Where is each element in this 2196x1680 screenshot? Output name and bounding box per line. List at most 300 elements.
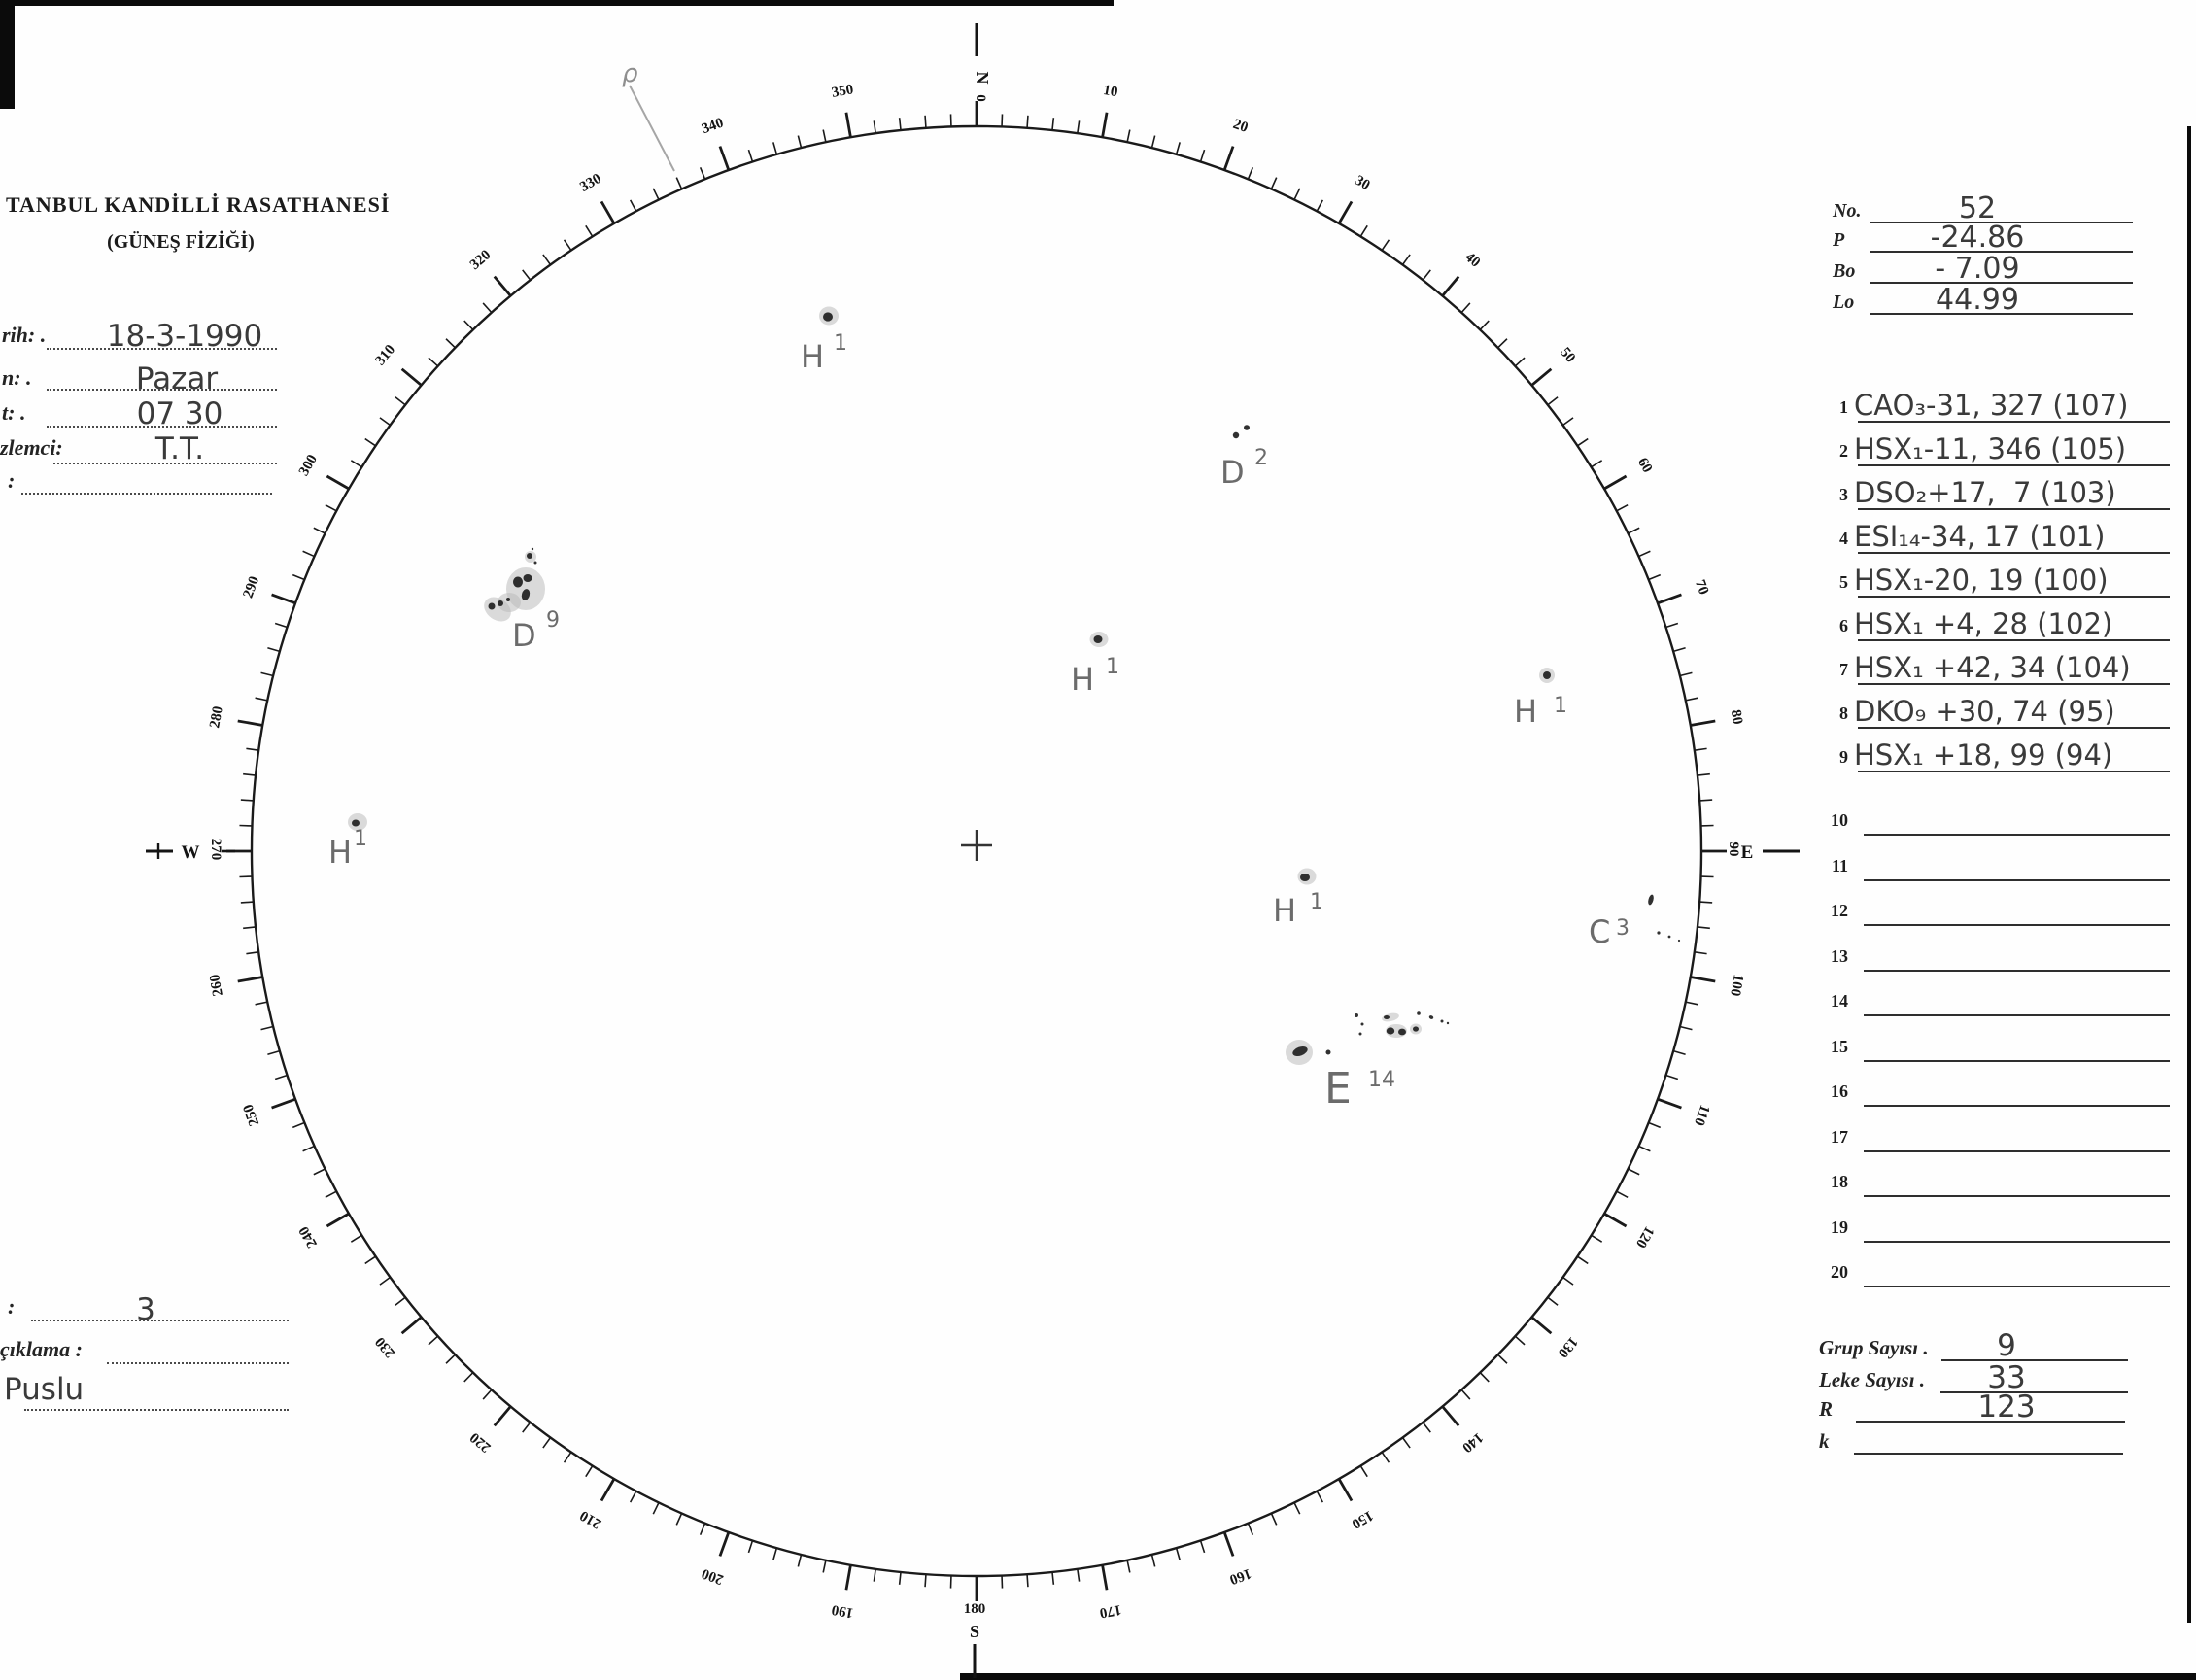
group-label-number: 1	[834, 331, 847, 356]
minor-tick	[246, 952, 258, 954]
major-tick	[1531, 1318, 1551, 1334]
minor-tick	[565, 240, 571, 251]
list-row-number: 20	[1831, 1262, 1848, 1282]
minor-tick	[773, 142, 777, 154]
minor-tick	[1680, 1026, 1693, 1029]
degree-label: 320	[466, 247, 495, 274]
group-label-letter: E	[1324, 1064, 1352, 1114]
sunspot-umbra	[1657, 931, 1660, 934]
degree-label: 260	[207, 973, 226, 998]
minor-tick	[292, 1122, 304, 1127]
list-row-number: 9	[1839, 747, 1848, 767]
minor-tick	[1360, 1466, 1367, 1477]
list-row-number: 4	[1839, 529, 1848, 548]
minor-tick	[261, 1026, 274, 1029]
minor-tick	[798, 136, 801, 149]
group-label-letter: D	[1220, 454, 1245, 491]
minor-tick	[380, 1277, 391, 1285]
major-tick	[601, 1479, 614, 1501]
minor-tick	[275, 1076, 287, 1080]
minor-tick	[1639, 551, 1651, 556]
field-value: T.T.	[154, 431, 205, 466]
degree-label: 300	[295, 452, 321, 479]
cardinal-letter-n: N	[973, 71, 992, 85]
minor-tick	[1665, 623, 1677, 627]
minor-tick	[1698, 927, 1710, 928]
sunspot-group-H1-southeast	[1273, 869, 1323, 930]
list-row-entry: DSO₂+17, 7 (103)	[1854, 476, 2116, 509]
minor-tick	[1498, 1354, 1507, 1363]
pencil-line	[630, 86, 674, 171]
cardinal-degree-w: 270	[208, 838, 223, 861]
minor-tick	[1665, 1076, 1677, 1080]
minor-tick	[1515, 1336, 1525, 1345]
sunspot-umbra	[1647, 894, 1655, 906]
minor-tick	[351, 461, 361, 467]
minor-tick	[1695, 952, 1707, 954]
degree-label: 170	[1098, 1601, 1123, 1621]
sunspot-umbra	[527, 553, 532, 559]
field-value: 3	[136, 1292, 155, 1327]
major-tick	[1691, 977, 1716, 982]
list-row-number: 12	[1831, 901, 1848, 920]
major-tick	[1443, 277, 1459, 296]
minor-tick	[1563, 1277, 1574, 1285]
ephemeris-label: Lo	[1833, 291, 1855, 313]
field-label: çıklama :	[0, 1337, 83, 1361]
pencil-rho-label: ρ	[622, 59, 638, 88]
minor-tick	[1177, 1548, 1181, 1560]
group-label-number: 1	[1310, 890, 1323, 914]
ephemeris-label: No.	[1833, 200, 1862, 222]
major-tick	[326, 1214, 349, 1226]
group-label-number: 1	[1554, 694, 1567, 718]
minor-tick	[653, 189, 659, 200]
minor-tick	[1027, 1574, 1028, 1587]
major-tick	[495, 1406, 511, 1425]
list-row-number: 10	[1831, 810, 1848, 830]
minor-tick	[243, 927, 256, 928]
minor-tick	[303, 1146, 315, 1150]
minor-tick	[631, 200, 636, 211]
minor-tick	[676, 178, 681, 189]
major-tick	[1658, 1099, 1681, 1108]
minor-tick	[1686, 1002, 1698, 1005]
minor-tick	[365, 439, 376, 446]
sunspot-umbra	[1361, 1023, 1364, 1026]
field-value: Puslu	[4, 1372, 85, 1407]
list-row-entry: ESI₁₄-34, 17 (101)	[1854, 520, 2106, 553]
list-row-number: 19	[1831, 1217, 1848, 1237]
minor-tick	[701, 167, 705, 179]
sunspot-umbra	[532, 548, 533, 550]
minor-tick	[1548, 397, 1558, 405]
degree-label: 40	[1461, 249, 1484, 271]
minor-tick	[1201, 1540, 1205, 1552]
minor-tick	[446, 339, 455, 348]
minor-tick	[246, 748, 258, 750]
group-label-number: 1	[1106, 655, 1119, 679]
minor-tick	[1498, 339, 1507, 348]
sunspot-group-H1-west	[328, 813, 367, 871]
minor-tick	[326, 505, 336, 511]
minor-tick	[1629, 1169, 1640, 1175]
minor-tick	[1271, 1514, 1276, 1526]
minor-tick	[314, 528, 326, 533]
major-tick	[272, 595, 295, 603]
sunspot-umbra	[1678, 940, 1680, 942]
minor-tick	[1271, 178, 1276, 189]
degree-label: 70	[1692, 577, 1712, 598]
minor-tick	[1317, 1491, 1322, 1502]
cardinal-degree-n: 0	[973, 94, 988, 102]
major-tick	[326, 476, 349, 489]
major-tick	[1103, 113, 1108, 138]
major-tick	[1658, 595, 1681, 603]
group-label-letter: H	[1071, 661, 1095, 698]
minor-tick	[1577, 439, 1588, 446]
minor-tick	[267, 648, 279, 652]
minor-tick	[874, 120, 875, 133]
minor-tick	[900, 118, 901, 130]
sunspot-umbra	[1447, 1022, 1449, 1024]
minor-tick	[1515, 358, 1525, 366]
minor-tick	[798, 1555, 801, 1567]
sunspot-umbra	[1668, 936, 1671, 939]
major-tick	[846, 113, 851, 138]
minor-tick	[241, 902, 254, 903]
minor-tick	[483, 303, 492, 313]
summary-label: Leke Sayısı .	[1819, 1368, 1926, 1391]
minor-tick	[676, 1514, 681, 1526]
field-value: 07 30	[136, 396, 223, 431]
degree-label: 140	[1458, 1428, 1487, 1456]
major-tick	[238, 977, 263, 982]
sunspot-umbra	[1326, 1050, 1331, 1055]
minor-tick	[653, 1503, 659, 1515]
degree-label: 20	[1230, 116, 1251, 136]
degree-label: 330	[577, 170, 604, 195]
minor-tick	[483, 1389, 492, 1399]
degree-label: 60	[1633, 455, 1656, 476]
degree-label: 280	[207, 704, 226, 730]
major-tick	[1443, 1406, 1459, 1425]
field-value: 18-3-1990	[106, 319, 263, 354]
degree-label: 240	[295, 1223, 321, 1251]
minor-tick	[365, 1256, 376, 1263]
sunspot-umbra	[823, 312, 833, 321]
major-tick	[272, 1099, 295, 1108]
sunspot-umbra	[1417, 1011, 1421, 1015]
sunspot-umbra	[498, 600, 503, 606]
major-tick	[402, 1318, 422, 1334]
major-tick	[1604, 1214, 1627, 1226]
cardinal-letter-s: S	[969, 1622, 980, 1641]
list-row-number: 7	[1839, 660, 1848, 679]
major-tick	[1604, 476, 1627, 489]
minor-tick	[1480, 1373, 1489, 1382]
degree-label: 30	[1352, 172, 1373, 194]
sunspot-group-H1-east	[1514, 668, 1567, 730]
minor-tick	[267, 1051, 279, 1055]
degree-label: 110	[1690, 1102, 1713, 1128]
minor-tick	[1248, 167, 1252, 179]
list-row-number: 6	[1839, 616, 1848, 635]
minor-tick	[446, 1354, 455, 1363]
minor-tick	[1127, 130, 1130, 143]
minor-tick	[303, 551, 315, 556]
sunspot-umbra	[1094, 635, 1103, 643]
minor-tick	[823, 130, 826, 143]
minor-tick	[1673, 1051, 1685, 1055]
group-label-letter: H	[1273, 892, 1297, 929]
minor-tick	[241, 800, 254, 801]
minor-tick	[1382, 1452, 1389, 1462]
minor-tick	[1151, 1555, 1154, 1567]
minor-tick	[1294, 1503, 1300, 1515]
observatory-subtitle: (GÜNEŞ FİZİĞİ)	[107, 231, 255, 253]
sunspot-umbra	[1384, 1015, 1390, 1019]
degree-label: 120	[1632, 1223, 1658, 1251]
minor-tick	[523, 1423, 531, 1432]
list-row-entry: DKO₉ +30, 74 (95)	[1854, 695, 2115, 728]
minor-tick	[1680, 672, 1693, 675]
minor-tick	[1563, 418, 1574, 426]
minor-tick	[631, 1491, 636, 1502]
minor-tick	[1177, 142, 1181, 154]
minor-tick	[874, 1569, 875, 1582]
sunspot-group-H1-north	[801, 307, 847, 376]
list-row-entry: HSX₁ +18, 99 (94)	[1854, 738, 2113, 771]
sunspot-umbra	[524, 574, 532, 582]
major-tick	[238, 721, 263, 726]
degree-label: 210	[577, 1507, 604, 1532]
minor-tick	[256, 1002, 268, 1005]
group-label-number: 9	[546, 608, 560, 633]
degree-label: 200	[700, 1564, 726, 1588]
minor-tick	[1699, 800, 1712, 801]
summary-value: 123	[1977, 1389, 2036, 1424]
field-label: n: .	[2, 365, 32, 390]
minor-tick	[1548, 1297, 1558, 1305]
minor-tick	[900, 1572, 901, 1585]
minor-tick	[380, 418, 391, 426]
minor-tick	[1461, 1389, 1470, 1399]
minor-tick	[1294, 189, 1300, 200]
list-row-number: 17	[1831, 1126, 1848, 1147]
minor-tick	[1052, 1572, 1053, 1585]
group-label-letter: H	[1514, 693, 1538, 730]
sunspot-group-C3	[1589, 894, 1680, 950]
sunspot-umbra	[513, 577, 523, 588]
major-tick	[720, 147, 729, 170]
sunspot-umbra	[1300, 874, 1310, 881]
summary-label: k	[1819, 1429, 1830, 1453]
minor-tick	[773, 1548, 777, 1560]
minor-tick	[1649, 1122, 1661, 1127]
major-tick	[402, 369, 422, 386]
group-label-number: 2	[1254, 446, 1268, 470]
sunspot-umbra	[1398, 1029, 1406, 1036]
sunspot-umbra	[1359, 1033, 1362, 1036]
minor-tick	[243, 774, 256, 775]
minor-tick	[1151, 136, 1154, 149]
degree-label: 100	[1727, 973, 1746, 998]
minor-tick	[256, 698, 268, 701]
ephemeris-value: 52	[1958, 191, 1997, 225]
pencil-rho-mark	[622, 59, 674, 171]
degree-label: 150	[1349, 1507, 1376, 1532]
minor-tick	[314, 1169, 326, 1175]
ephemeris-label: P	[1833, 229, 1845, 251]
ephemeris-value: -24.86	[1930, 221, 2025, 255]
group-label-letter: C	[1589, 913, 1611, 950]
list-row-number: 5	[1839, 572, 1848, 592]
minor-tick	[1577, 1256, 1588, 1263]
field-label: zlemci:	[0, 435, 63, 460]
list-row-number: 16	[1831, 1081, 1848, 1101]
group-label-letter: H	[328, 834, 353, 871]
sunspot-umbra	[1244, 425, 1250, 430]
field-label: rih: .	[2, 323, 47, 347]
major-tick	[720, 1532, 729, 1556]
sunspot-umbra	[534, 562, 537, 565]
list-row-number: 14	[1831, 991, 1848, 1011]
list-row-entry: HSX₁ +42, 34 (104)	[1854, 651, 2131, 684]
summary-value: 33	[1987, 1360, 2026, 1395]
minor-tick	[1423, 270, 1430, 280]
ephemeris-value: 44.99	[1936, 283, 2019, 317]
minor-tick	[1699, 902, 1712, 903]
degree-label: 290	[240, 574, 263, 600]
minor-tick	[1127, 1560, 1130, 1573]
cardinal-degree-s: 180	[963, 1601, 986, 1617]
minor-tick	[1480, 321, 1489, 329]
list-row-number: 15	[1831, 1036, 1848, 1056]
minor-tick	[543, 1438, 551, 1449]
cardinal-letter-e: E	[1740, 842, 1754, 863]
summary-label: R	[1819, 1397, 1834, 1421]
major-tick	[1339, 1479, 1352, 1501]
sunspot-umbra	[1543, 671, 1551, 679]
sunspot-group-D9	[479, 548, 560, 654]
minor-tick	[1698, 774, 1710, 775]
sunspot-group-H1-center	[1071, 632, 1119, 698]
minor-tick	[925, 116, 926, 128]
field-label: t: .	[2, 400, 26, 425]
group-label-number: 3	[1616, 916, 1630, 941]
minor-tick	[586, 225, 593, 236]
major-tick	[601, 201, 614, 223]
minor-tick	[351, 1235, 361, 1242]
list-row-entry: HSX₁ +4, 28 (102)	[1854, 607, 2113, 640]
minor-tick	[326, 1191, 336, 1197]
major-tick	[1339, 201, 1352, 223]
degree-label: 230	[372, 1333, 399, 1361]
minor-tick	[1078, 1569, 1080, 1582]
minor-tick	[1673, 648, 1685, 652]
minor-tick	[1592, 461, 1602, 467]
sunspot-umbra	[1355, 1013, 1358, 1017]
minor-tick	[1686, 698, 1698, 701]
minor-tick	[748, 1540, 752, 1552]
list-row-entry: HSX₁-20, 19 (100)	[1854, 564, 2109, 597]
list-row-entry: CAO₃-31, 327 (107)	[1854, 389, 2129, 422]
minor-tick	[523, 270, 531, 280]
major-tick	[495, 277, 511, 296]
sunspot-umbra	[489, 603, 496, 610]
minor-tick	[1695, 748, 1707, 750]
cardinal-marks	[146, 23, 1800, 1678]
minor-tick	[429, 358, 438, 366]
minor-tick	[1382, 240, 1389, 251]
degree-label: 220	[466, 1428, 495, 1456]
minor-tick	[1423, 1423, 1430, 1432]
minor-tick	[395, 1297, 405, 1305]
sunspot-umbra	[1441, 1020, 1444, 1023]
minor-tick	[1402, 1438, 1410, 1449]
major-tick	[846, 1565, 851, 1591]
ephemeris-value: - 7.09	[1935, 252, 2020, 286]
degree-label: 340	[700, 115, 726, 138]
sunspot-umbra	[352, 820, 360, 827]
minor-tick	[1617, 505, 1628, 511]
minor-tick	[464, 1373, 473, 1382]
list-row-number: 8	[1839, 703, 1848, 723]
group-label-number: 1	[354, 827, 367, 851]
sunspot-group-E14	[1286, 1011, 1449, 1114]
field-label: :	[8, 468, 16, 493]
sunspot-umbra	[1233, 432, 1239, 438]
minor-tick	[1592, 1235, 1602, 1242]
minor-tick	[748, 150, 752, 161]
degree-label: 310	[372, 341, 399, 369]
degree-label: 10	[1102, 82, 1119, 101]
degree-label: 350	[830, 82, 855, 101]
minor-tick	[1201, 150, 1205, 161]
sunspot-group-D2	[1220, 425, 1268, 491]
minor-tick	[292, 575, 304, 580]
cardinal-letter-w: W	[181, 842, 200, 863]
minor-tick	[1027, 116, 1028, 128]
list-row-number: 13	[1831, 945, 1848, 966]
major-tick	[1531, 369, 1551, 386]
group-label-letter: D	[512, 617, 536, 654]
major-tick	[1103, 1565, 1108, 1591]
field-label: :	[8, 1294, 16, 1319]
major-tick	[1224, 1532, 1233, 1556]
minor-tick	[1317, 200, 1322, 211]
disk-center-cross	[961, 830, 992, 861]
degree-label: 80	[1727, 708, 1746, 726]
minor-tick	[701, 1524, 705, 1535]
list-row-number: 2	[1839, 441, 1848, 461]
summary-label: Grup Sayısı .	[1819, 1336, 1929, 1359]
sunspot-umbra	[1428, 1014, 1434, 1019]
minor-tick	[1617, 1191, 1628, 1197]
field-value: Pazar	[135, 361, 219, 396]
list-row-number: 3	[1839, 485, 1848, 504]
group-label-letter: H	[801, 338, 825, 375]
minor-tick	[1248, 1524, 1252, 1535]
minor-tick	[395, 397, 405, 405]
minor-tick	[925, 1574, 926, 1587]
major-tick	[1691, 721, 1716, 726]
group-label-number: 14	[1368, 1068, 1395, 1092]
list-row-number: 18	[1831, 1172, 1848, 1191]
minor-tick	[1461, 303, 1470, 313]
degree-label: 50	[1557, 344, 1579, 366]
